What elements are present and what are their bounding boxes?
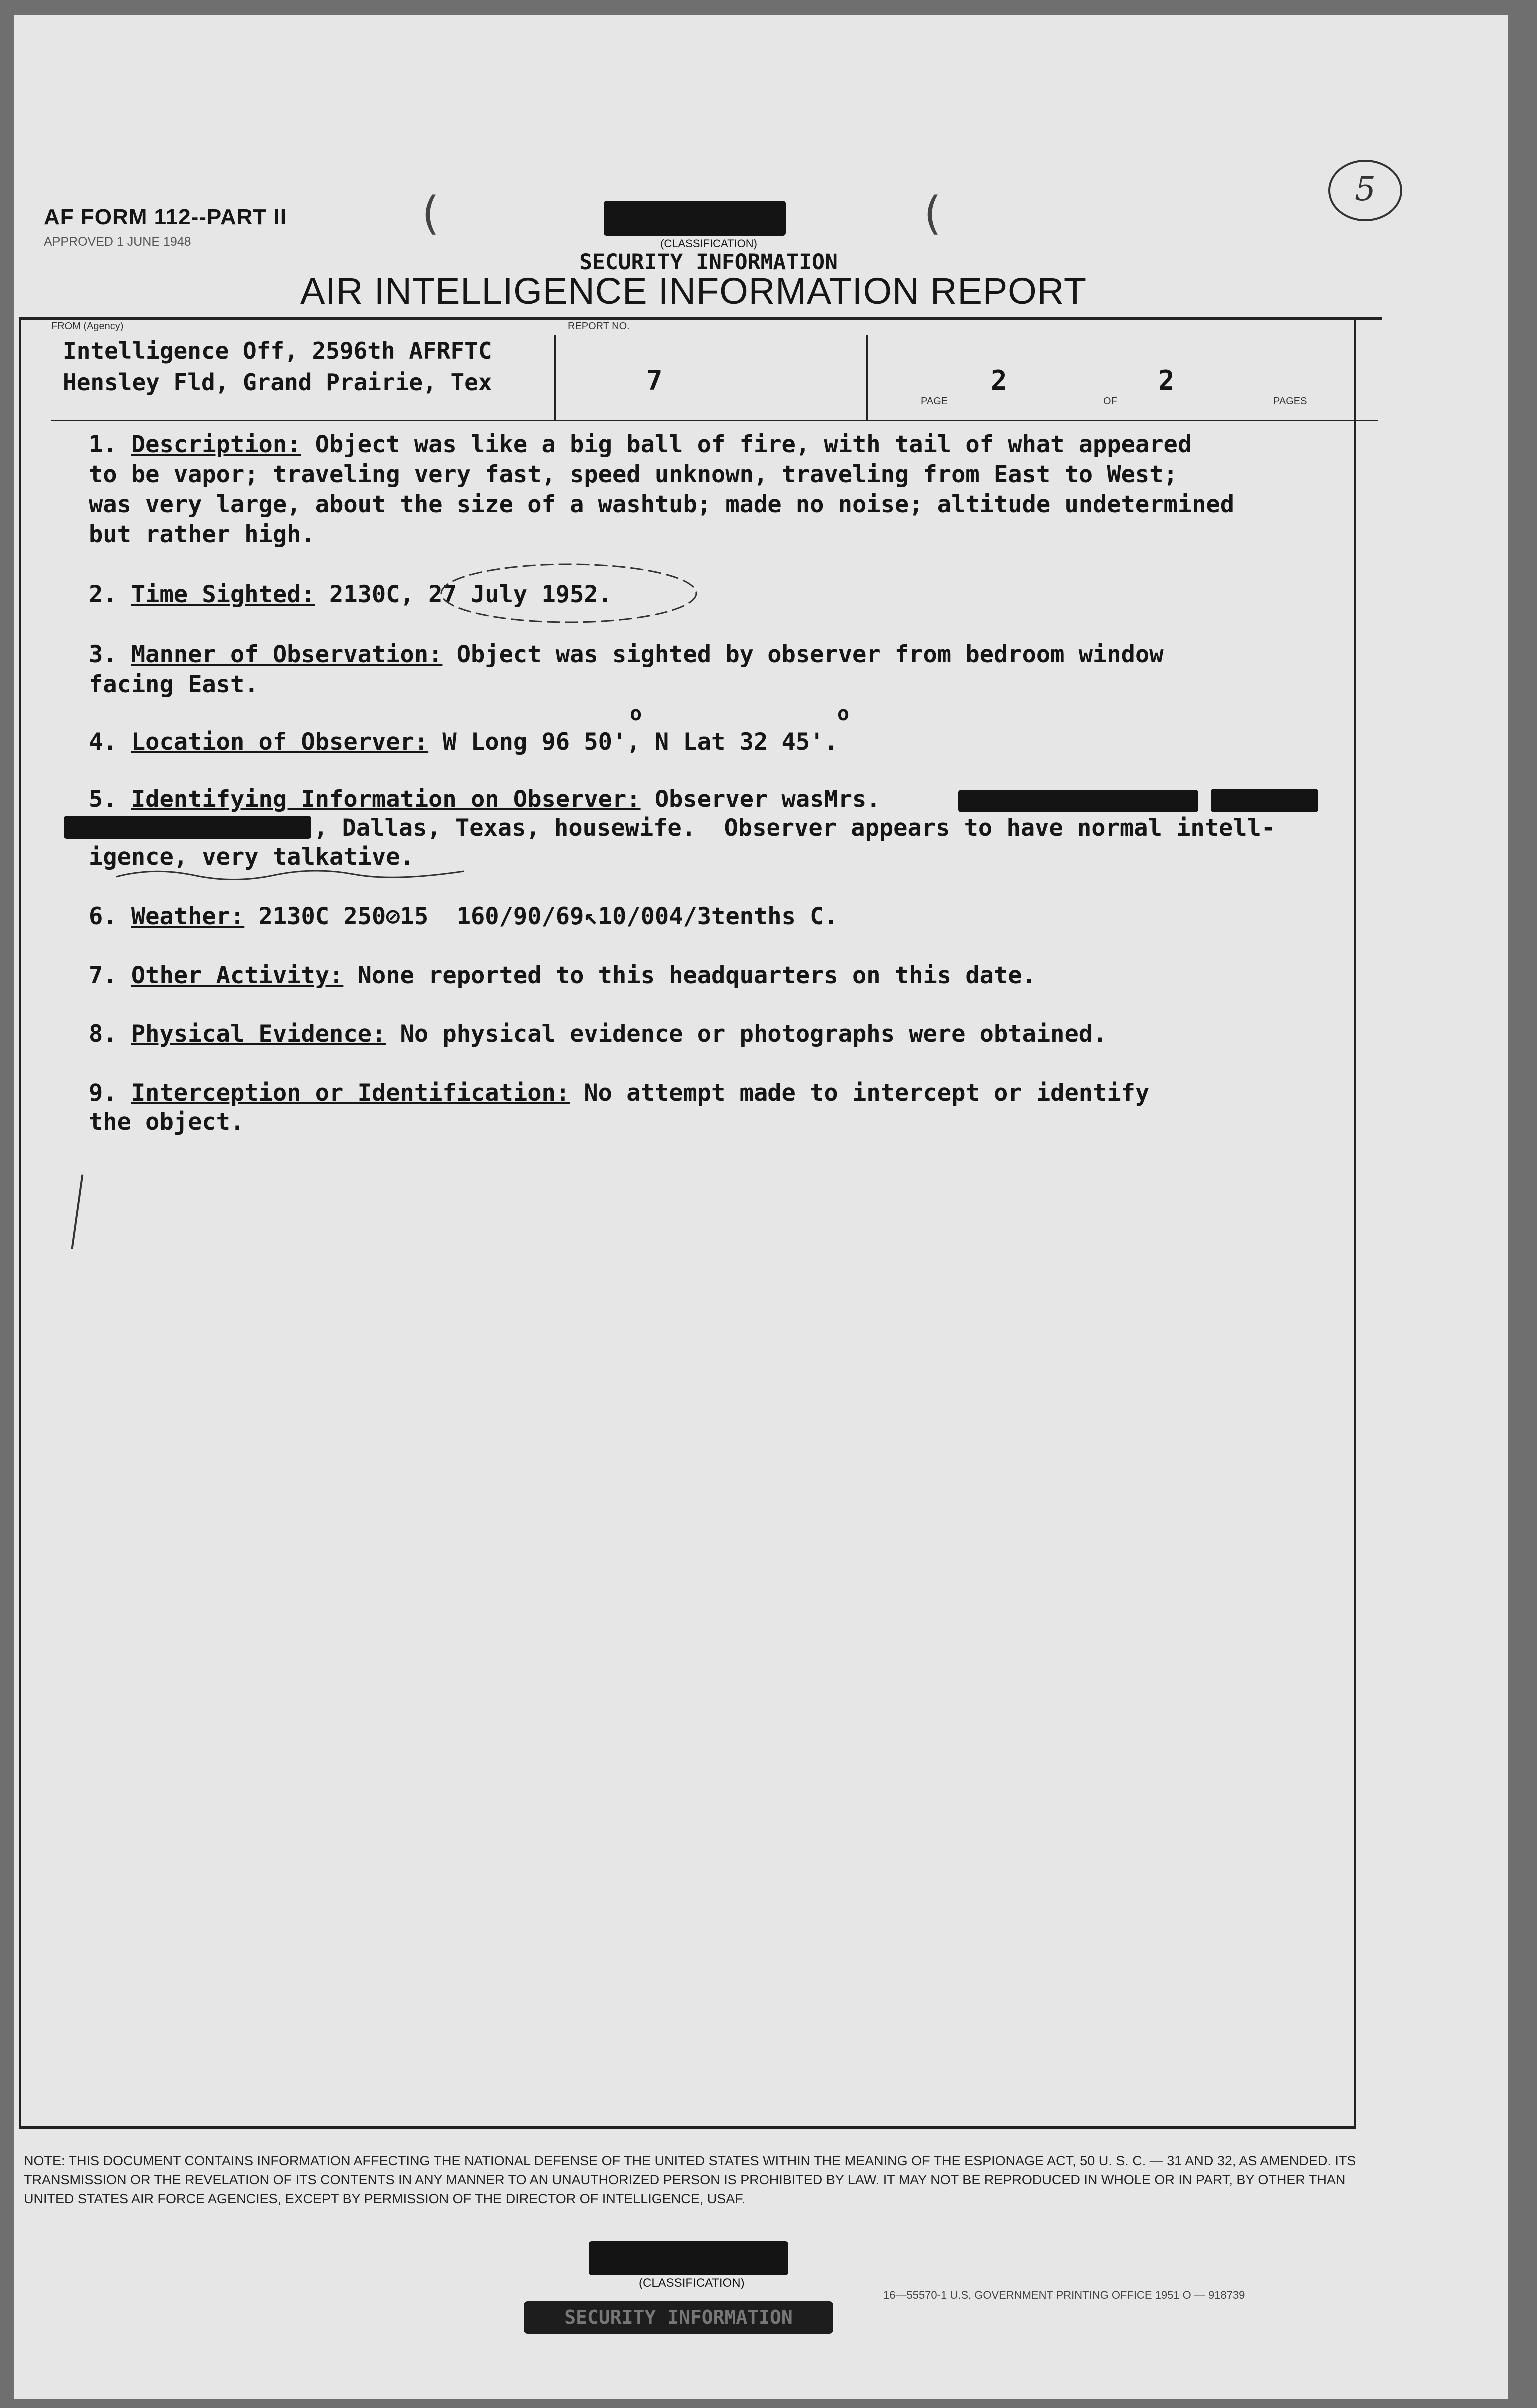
item-identifying-information xyxy=(89,785,895,814)
form-number: AF FORM 112--PART II xyxy=(44,205,287,229)
total-pages: 2 xyxy=(1158,365,1175,396)
item-interception xyxy=(89,1078,1149,1108)
item-manner-of-observation xyxy=(89,640,1164,670)
handwritten-underline-mark xyxy=(114,864,474,884)
item-text: W Long 96 50', N Lat 32 45'. xyxy=(428,728,838,756)
item-text: Object was sighted by observer from bedroom window xyxy=(442,641,1164,668)
item-text: No attempt made to intercept or identify xyxy=(570,1079,1150,1107)
item-heading: Weather: xyxy=(131,903,245,930)
item-physical-evidence xyxy=(89,1019,1107,1049)
item-other-activity xyxy=(89,961,1036,991)
handwritten-circle-mark xyxy=(434,557,704,632)
page-label: PAGE xyxy=(921,396,948,407)
redacted-classification-bottom xyxy=(589,2241,788,2275)
item-text: None reported to this headquarters on this date. xyxy=(343,962,1036,989)
from-line-1: Intelligence Off, 2596th AFRFTC xyxy=(63,337,492,364)
redacted-observer-address-1 xyxy=(1211,789,1318,812)
item-number: 2. xyxy=(89,581,117,608)
item-number: 9. xyxy=(89,1079,117,1107)
header-bottom-rule xyxy=(51,420,1378,421)
item-description-line-4: but rather high. xyxy=(89,521,315,548)
redacted-observer-name xyxy=(958,790,1198,812)
item-interception-line-2: the object. xyxy=(89,1108,245,1136)
handwritten-page-number: 5 xyxy=(1328,160,1402,221)
document-page xyxy=(14,15,1508,2399)
item-number: 8. xyxy=(89,1020,117,1048)
classification-label-top: (CLASSIFICATION) xyxy=(660,237,757,250)
pages-label: PAGES xyxy=(1273,396,1307,407)
item-heading: Manner of Observation: xyxy=(131,641,443,668)
item-heading: Other Activity: xyxy=(131,962,344,989)
redacted-observer-address-2 xyxy=(64,816,311,839)
item-heading: Description: xyxy=(131,431,301,458)
item-number: 3. xyxy=(89,641,117,668)
item-number: 6. xyxy=(89,903,117,930)
of-label: OF xyxy=(1103,396,1117,407)
column-divider-from xyxy=(554,335,556,420)
item-text: 2130C, 27 July 1952. xyxy=(315,581,612,608)
item-heading: Interception or Identification: xyxy=(131,1079,570,1107)
from-label: FROM (Agency) xyxy=(51,321,124,332)
header-top-rule xyxy=(48,317,1382,320)
from-line-2: Hensley Fld, Grand Prairie, Tex xyxy=(63,369,492,396)
item-text: Observer wasMrs. xyxy=(640,786,895,813)
item-identifying-line-2: , Dallas, Texas, housewife. Observer appears to have normal intell- xyxy=(314,814,1276,842)
security-information-heading: SECURITY INFORMATION xyxy=(579,250,838,275)
item-heading: Time Sighted: xyxy=(131,581,315,608)
approved-date: APPROVED 1 JUNE 1948 xyxy=(44,235,191,249)
classification-label-bottom: (CLASSIFICATION) xyxy=(639,2276,745,2290)
item-text: No physical evidence or photographs were obtained. xyxy=(386,1020,1107,1048)
page-number: 2 xyxy=(991,365,1007,396)
security-information-stamp: SECURITY INFORMATION xyxy=(524,2301,833,2334)
item-description-line-3: was very large, about the size of a washtub; made no noise; altitude undetermined xyxy=(89,491,1235,518)
item-text: 2130C 250⊘15 160/90/69↖10/004/3tenths C. xyxy=(244,903,838,930)
degree-mark-long: o xyxy=(630,702,642,725)
item-heading: Location of Observer: xyxy=(131,728,429,756)
redacted-classification-top xyxy=(604,201,786,236)
printing-office-line: 16—55570-1 U.S. GOVERNMENT PRINTING OFFICE 1951 O — 918739 xyxy=(883,2289,1245,2301)
item-identifying-line-3: igence, very talkative. xyxy=(89,843,414,871)
left-parenthesis-mark: ( xyxy=(416,187,444,240)
report-number: 7 xyxy=(646,365,663,396)
espionage-act-note: NOTE: THIS DOCUMENT CONTAINS INFORMATION AFFECTING THE NATIONAL DEFENSE OF THE UNITED STATES WITHIN THE MEANING OF THE ESPIONAGE ACT, 50 U. S. C. — 31 AND 32, AS AMENDED. ITS TRANSMISSION OR THE REVELATION OF ITS CONTENTS IN ANY MANNER TO AN UNAUTHORIZED PERSON IS PROHIBITED BY LAW. IT MAY NOT BE REPRODUCED IN WHOLE OR IN PART, BY OTHER THAN UNITED STATES AIR FORCE AGENCIES, EXCEPT BY PERMISSION OF THE DIRECTOR OF INTELLIGENCE, USAF. xyxy=(24,2153,1356,2206)
item-location-of-observer xyxy=(89,727,838,757)
item-number: 7. xyxy=(89,962,117,989)
item-description-line-2: to be vapor; traveling very fast, speed unknown, traveling from East to West; xyxy=(89,461,1178,488)
item-text: Object was like a big ball of fire, with tail of what appeared xyxy=(301,431,1192,458)
item-weather xyxy=(89,902,838,932)
item-number: 5. xyxy=(89,786,117,813)
item-number: 4. xyxy=(89,728,117,756)
degree-mark-lat: o xyxy=(837,702,850,725)
item-number: 1. xyxy=(89,431,117,458)
item-heading: Identifying Information on Observer: xyxy=(131,786,641,813)
item-heading: Physical Evidence: xyxy=(131,1020,386,1048)
report-no-label: REPORT NO. xyxy=(568,321,630,332)
report-title: AIR INTELLIGENCE INFORMATION REPORT xyxy=(300,270,1087,312)
column-divider-report xyxy=(866,335,868,420)
right-parenthesis-mark: ( xyxy=(918,187,946,240)
item-manner-line-2: facing East. xyxy=(89,671,259,698)
item-description xyxy=(89,430,1192,460)
